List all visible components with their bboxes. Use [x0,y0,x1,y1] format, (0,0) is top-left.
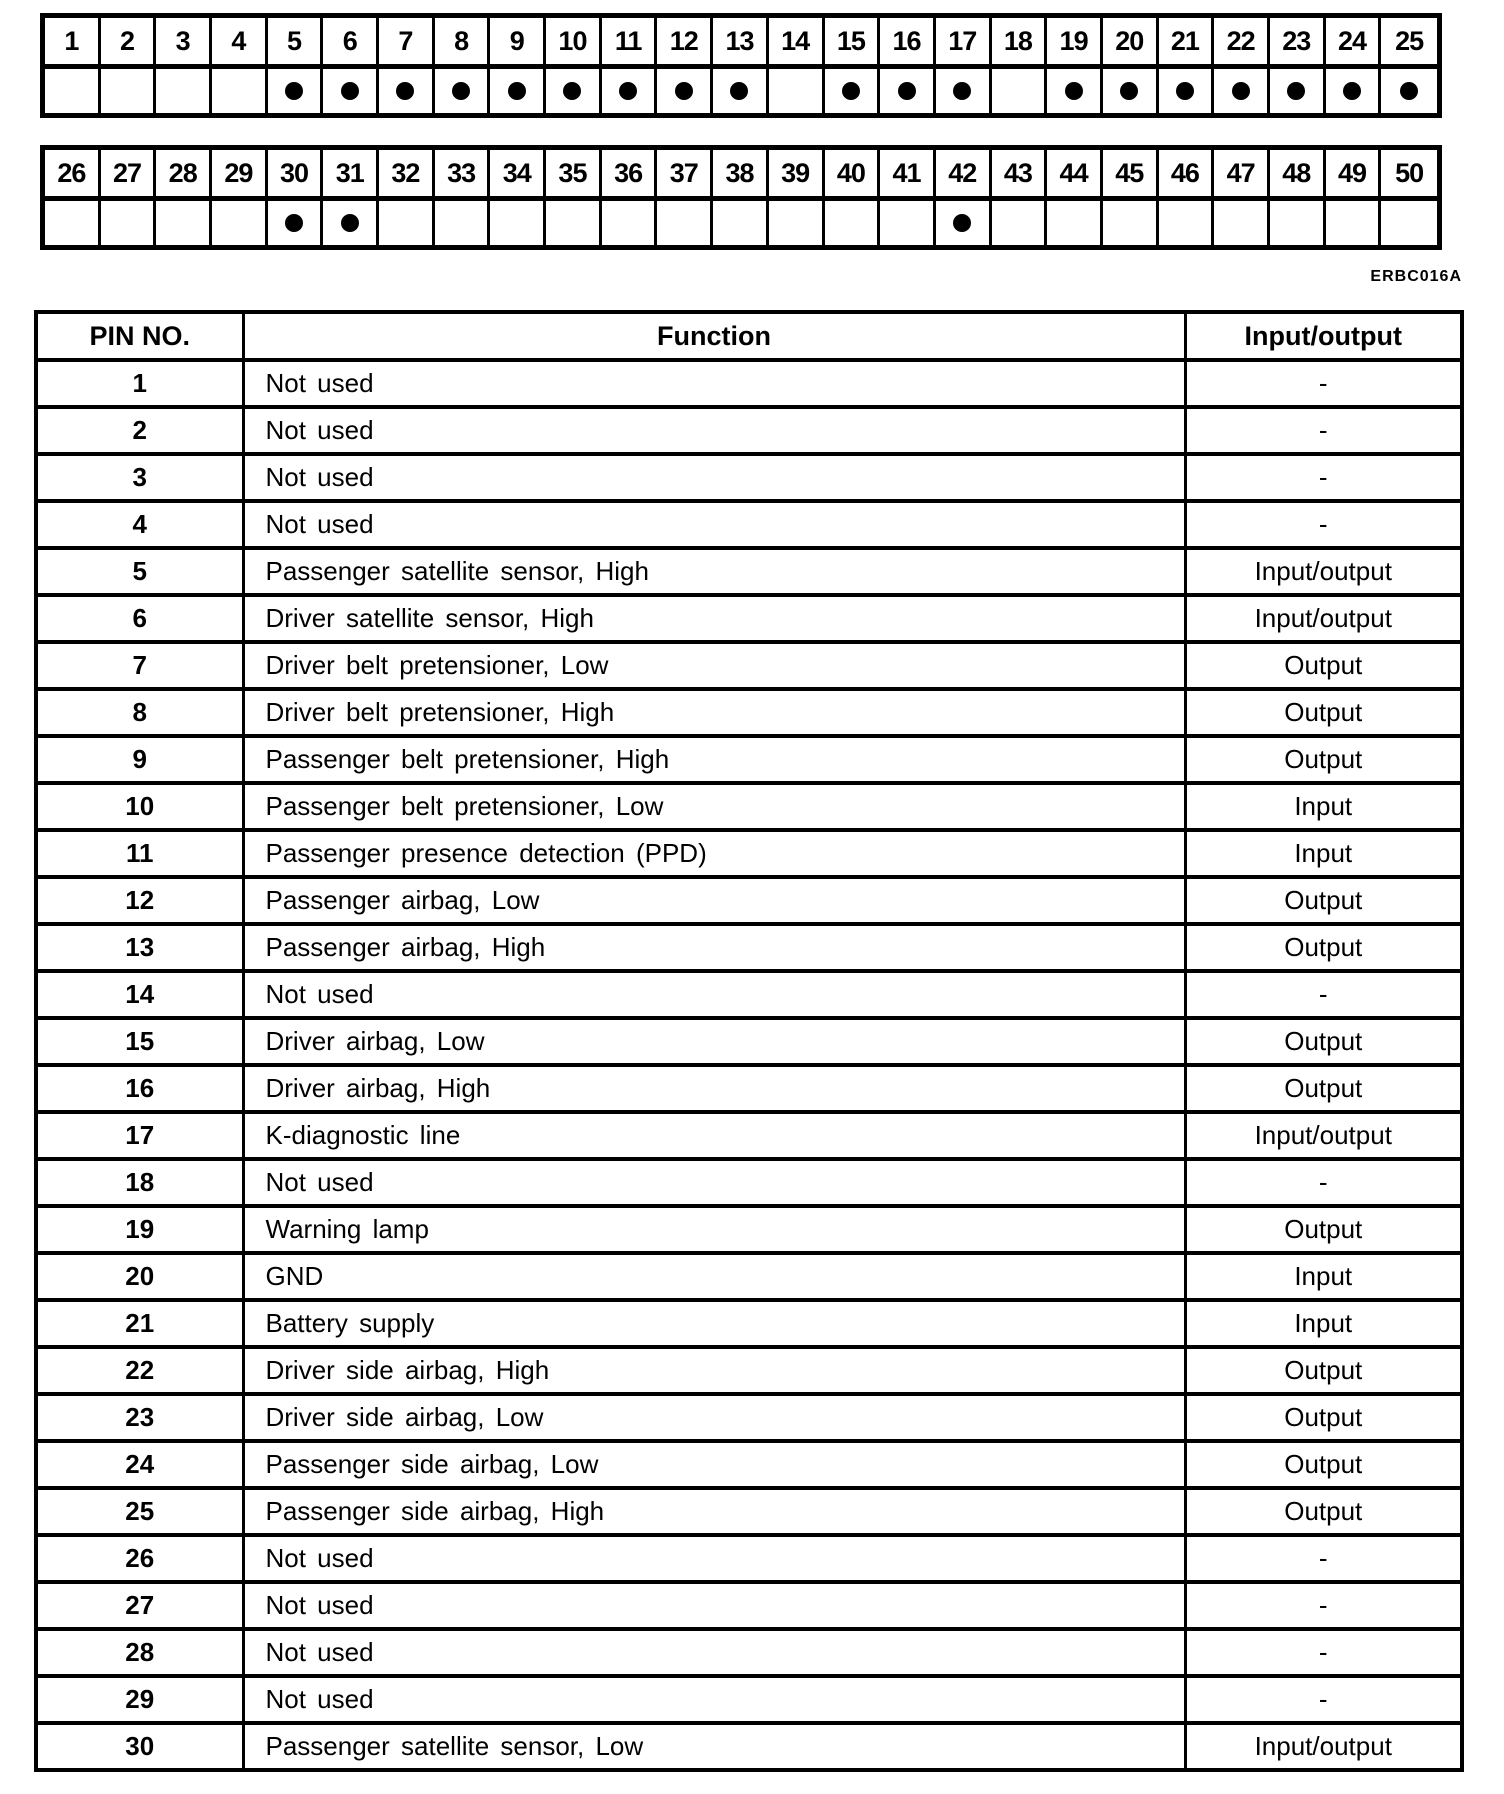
pin-number-cell: 4 [212,18,268,64]
pin-function-table [34,310,1464,1772]
pin-present-dot-icon [842,82,860,100]
connector-2-pin-dots [45,201,1437,245]
cell-pin-no: 12 [36,877,243,924]
table-row [36,454,1462,501]
pin-dot-cell [1159,69,1215,113]
pin-number-cell: 16 [880,18,936,64]
pin-dot-cell [1381,69,1437,113]
cell-function: Driver belt pretensioner, High [243,689,1185,736]
connector-1-pin-dots [45,69,1437,113]
table-row [36,736,1462,783]
cell-pin-no: 10 [36,783,243,830]
pin-dot-cell [101,201,157,245]
cell-function: Passenger side airbag, Low [243,1441,1185,1488]
pin-dot-cell [156,201,212,245]
pin-dot-cell [435,69,491,113]
pin-dot-cell [1103,69,1159,113]
cell-input-output: Input [1185,1300,1462,1347]
connector-diagram-row-1 [40,13,1442,118]
cell-input-output: Output [1185,1488,1462,1535]
pin-number-cell: 28 [156,150,212,196]
pin-dot-cell [825,69,881,113]
cell-pin-no: 15 [36,1018,243,1065]
table-row [36,642,1462,689]
table-row [36,1018,1462,1065]
cell-pin-no: 21 [36,1300,243,1347]
pin-number-cell: 15 [825,18,881,64]
pin-number-cell: 47 [1214,150,1270,196]
pin-number-cell: 17 [936,18,992,64]
cell-input-output: - [1185,1159,1462,1206]
pin-number-cell: 37 [657,150,713,196]
pin-number-cell: 26 [45,150,101,196]
pin-number-cell: 32 [379,150,435,196]
cell-input-output: Output [1185,1206,1462,1253]
pin-dot-cell [212,201,268,245]
table-row [36,360,1462,407]
cell-function: Driver airbag, High [243,1065,1185,1112]
pin-present-dot-icon [1232,82,1250,100]
cell-input-output: - [1185,1629,1462,1676]
pin-dot-cell [992,69,1048,113]
pin-present-dot-icon [953,214,971,232]
table-row [36,1300,1462,1347]
pin-number-cell: 46 [1159,150,1215,196]
cell-pin-no: 25 [36,1488,243,1535]
pin-number-cell: 9 [490,18,546,64]
pin-number-cell: 48 [1270,150,1326,196]
cell-input-output: Output [1185,924,1462,971]
pin-dot-cell [212,69,268,113]
pin-dot-cell [825,201,881,245]
cell-input-output: Output [1185,1065,1462,1112]
cell-function: Not used [243,1159,1185,1206]
pin-present-dot-icon [619,82,637,100]
pin-dot-cell [268,69,324,113]
cell-pin-no: 13 [36,924,243,971]
pin-number-cell: 5 [268,18,324,64]
cell-input-output: - [1185,360,1462,407]
figure-code: ERBC016A [1370,268,1462,285]
pin-number-cell: 41 [880,150,936,196]
cell-pin-no: 28 [36,1629,243,1676]
cell-function: Passenger airbag, Low [243,877,1185,924]
cell-function: Not used [243,1535,1185,1582]
cell-input-output: Output [1185,1347,1462,1394]
cell-pin-no: 23 [36,1394,243,1441]
pin-dot-cell [936,69,992,113]
cell-input-output: - [1185,971,1462,1018]
pin-present-dot-icon [508,82,526,100]
pin-dot-cell [657,69,713,113]
pin-present-dot-icon [563,82,581,100]
cell-pin-no: 29 [36,1676,243,1723]
header-function: Function [243,312,1185,360]
pin-number-cell: 1 [45,18,101,64]
pin-number-cell: 18 [992,18,1048,64]
cell-input-output: - [1185,407,1462,454]
cell-function: Not used [243,407,1185,454]
pin-dot-cell [323,201,379,245]
pin-present-dot-icon [730,82,748,100]
pin-dot-cell [1103,201,1159,245]
pin-number-cell: 20 [1103,18,1159,64]
pin-dot-cell [1214,69,1270,113]
pin-dot-cell [268,201,324,245]
pin-present-dot-icon [285,214,303,232]
cell-function: Passenger satellite sensor, High [243,548,1185,595]
cell-function: Not used [243,1629,1185,1676]
table-row [36,1112,1462,1159]
cell-input-output: Input [1185,1253,1462,1300]
cell-input-output: Output [1185,1018,1462,1065]
cell-pin-no: 4 [36,501,243,548]
pin-present-dot-icon [452,82,470,100]
table-row [36,1394,1462,1441]
cell-input-output: Output [1185,1394,1462,1441]
pin-number-cell: 36 [602,150,658,196]
pin-dot-cell [602,201,658,245]
cell-function: GND [243,1253,1185,1300]
cell-pin-no: 9 [36,736,243,783]
pin-number-cell: 21 [1159,18,1215,64]
cell-pin-no: 6 [36,595,243,642]
pin-dot-cell [379,201,435,245]
pin-number-cell: 14 [769,18,825,64]
table-row [36,1488,1462,1535]
pin-number-cell: 50 [1395,157,1424,188]
pin-dot-cell [602,69,658,113]
cell-input-output: - [1185,1582,1462,1629]
cell-input-output: Input [1185,783,1462,830]
cell-pin-no: 8 [36,689,243,736]
pin-dot-cell [1381,201,1437,245]
pin-dot-cell [435,201,491,245]
cell-input-output: Output [1185,736,1462,783]
pin-number-cell: 29 [212,150,268,196]
table-row [36,924,1462,971]
cell-function: Not used [243,501,1185,548]
table-row [36,877,1462,924]
pin-present-dot-icon [341,214,359,232]
pin-number-cell: 31 [323,150,379,196]
pin-dot-cell [546,69,602,113]
table-header-row [36,312,1462,360]
cell-function: Not used [243,360,1185,407]
pin-dot-cell [880,201,936,245]
pin-dot-cell [769,201,825,245]
cell-pin-no: 2 [36,407,243,454]
cell-pin-no: 18 [36,1159,243,1206]
pin-dot-cell [323,69,379,113]
cell-pin-no: 27 [36,1582,243,1629]
pin-number-cell: 11 [602,18,658,64]
pin-dot-cell [657,201,713,245]
cell-input-output: Input/output [1185,595,1462,642]
pin-number-cell: 23 [1270,18,1326,64]
pin-number-cell: 42 [936,150,992,196]
pin-number-cell: 35 [546,150,602,196]
pin-dot-cell [379,69,435,113]
cell-input-output: - [1185,1535,1462,1582]
pin-number-cell: 45 [1103,150,1159,196]
table-row [36,548,1462,595]
pin-dot-cell [713,201,769,245]
cell-function: Driver airbag, Low [243,1018,1185,1065]
cell-function: Not used [243,454,1185,501]
cell-function: Passenger belt pretensioner, Low [243,783,1185,830]
pin-present-dot-icon [898,82,916,100]
pin-number-cell: 22 [1214,18,1270,64]
pin-number-cell: 2 [101,18,157,64]
table-row [36,689,1462,736]
pin-present-dot-icon [1176,82,1194,100]
cell-input-output: Input [1185,830,1462,877]
cell-input-output: Output [1185,877,1462,924]
cell-function: Not used [243,1582,1185,1629]
pin-number-cell: 27 [101,150,157,196]
cell-pin-no: 20 [36,1253,243,1300]
pin-number-cell: 10 [546,18,602,64]
table-row [36,1253,1462,1300]
table-row [36,971,1462,1018]
cell-pin-no: 1 [36,360,243,407]
pin-number-cell: 39 [769,150,825,196]
cell-input-output: Input/output [1185,1723,1462,1770]
table-row [36,1347,1462,1394]
pin-dot-cell [1270,69,1326,113]
pin-number-cell: 25 [1395,25,1424,56]
pin-number-cell: 13 [713,18,769,64]
pin-number-cell: 38 [713,150,769,196]
cell-pin-no: 3 [36,454,243,501]
pin-number-cell: 8 [435,18,491,64]
pin-number-cell: 40 [825,150,881,196]
header-pin-no: PIN NO. [36,312,243,360]
pin-dot-cell [936,201,992,245]
cell-pin-no: 5 [36,548,243,595]
pin-present-dot-icon [1400,82,1418,100]
cell-function: Not used [243,1676,1185,1723]
cell-function: Passenger airbag, High [243,924,1185,971]
cell-function: Driver side airbag, Low [243,1394,1185,1441]
table-row [36,1206,1462,1253]
pin-number-cell: 30 [268,150,324,196]
header-input-output: Input/output [1185,312,1462,360]
pin-dot-cell [1326,201,1382,245]
pin-number-cell: 19 [1047,18,1103,64]
pin-number-cell: 49 [1326,150,1382,196]
pin-number-cell: 6 [323,18,379,64]
connector-1-pin-numbers [45,18,1437,69]
table-row [36,1676,1462,1723]
cell-pin-no: 26 [36,1535,243,1582]
pin-number-cell: 12 [657,18,713,64]
pin-dot-cell [45,201,101,245]
cell-pin-no: 22 [36,1347,243,1394]
pin-present-dot-icon [1287,82,1305,100]
table-row [36,1065,1462,1112]
pin-number-cell: 44 [1047,150,1103,196]
cell-function: Passenger side airbag, High [243,1488,1185,1535]
cell-pin-no: 14 [36,971,243,1018]
cell-pin-no: 19 [36,1206,243,1253]
cell-function: Battery supply [243,1300,1185,1347]
cell-pin-no: 24 [36,1441,243,1488]
cell-input-output: Output [1185,689,1462,736]
pin-dot-cell [1214,201,1270,245]
table-row [36,595,1462,642]
pin-dot-cell [101,69,157,113]
pin-dot-cell [713,69,769,113]
table-row [36,501,1462,548]
pin-dot-cell [490,69,546,113]
cell-function: Driver satellite sensor, High [243,595,1185,642]
connector-2-pin-numbers [45,150,1437,201]
pin-dot-cell [1326,69,1382,113]
pin-dot-cell [1159,201,1215,245]
table-row [36,1441,1462,1488]
cell-input-output: Output [1185,642,1462,689]
cell-pin-no: 7 [36,642,243,689]
table-row [36,830,1462,877]
cell-function: Passenger satellite sensor, Low [243,1723,1185,1770]
pin-dot-cell [1047,201,1103,245]
cell-input-output: - [1185,1676,1462,1723]
table-row [36,1723,1462,1770]
pin-dot-cell [156,69,212,113]
cell-pin-no: 30 [36,1723,243,1770]
table-row [36,1159,1462,1206]
pin-present-dot-icon [396,82,414,100]
pin-number-cell: 24 [1326,18,1382,64]
cell-function: Not used [243,971,1185,1018]
pin-present-dot-icon [1065,82,1083,100]
cell-function: Driver side airbag, High [243,1347,1185,1394]
pin-present-dot-icon [1120,82,1138,100]
pin-present-dot-icon [341,82,359,100]
pin-dot-cell [769,69,825,113]
pin-dot-cell [880,69,936,113]
pin-present-dot-icon [953,82,971,100]
cell-function: Passenger presence detection (PPD) [243,830,1185,877]
table-row [36,1582,1462,1629]
pin-dot-cell [546,201,602,245]
cell-pin-no: 11 [36,830,243,877]
cell-input-output: Input/output [1185,1112,1462,1159]
table-row [36,1629,1462,1676]
cell-input-output: - [1185,501,1462,548]
pin-dot-cell [1270,201,1326,245]
cell-pin-no: 16 [36,1065,243,1112]
pin-number-cell: 7 [379,18,435,64]
pin-dot-cell [490,201,546,245]
cell-input-output: - [1185,454,1462,501]
pin-dot-cell [45,69,101,113]
pin-number-cell: 34 [490,150,546,196]
table-row [36,407,1462,454]
cell-function: K-diagnostic line [243,1112,1185,1159]
pin-dot-cell [992,201,1048,245]
pin-number-cell: 43 [992,150,1048,196]
cell-function: Passenger belt pretensioner, High [243,736,1185,783]
table-row [36,783,1462,830]
pin-present-dot-icon [675,82,693,100]
pin-present-dot-icon [285,82,303,100]
cell-input-output: Input/output [1185,548,1462,595]
pin-number-cell: 3 [156,18,212,64]
cell-input-output: Output [1185,1441,1462,1488]
table-row [36,1535,1462,1582]
cell-pin-no: 17 [36,1112,243,1159]
cell-function: Warning lamp [243,1206,1185,1253]
connector-diagram-row-2 [40,145,1442,250]
pin-number-cell: 33 [435,150,491,196]
cell-function: Driver belt pretensioner, Low [243,642,1185,689]
pin-dot-cell [1047,69,1103,113]
pin-present-dot-icon [1343,82,1361,100]
